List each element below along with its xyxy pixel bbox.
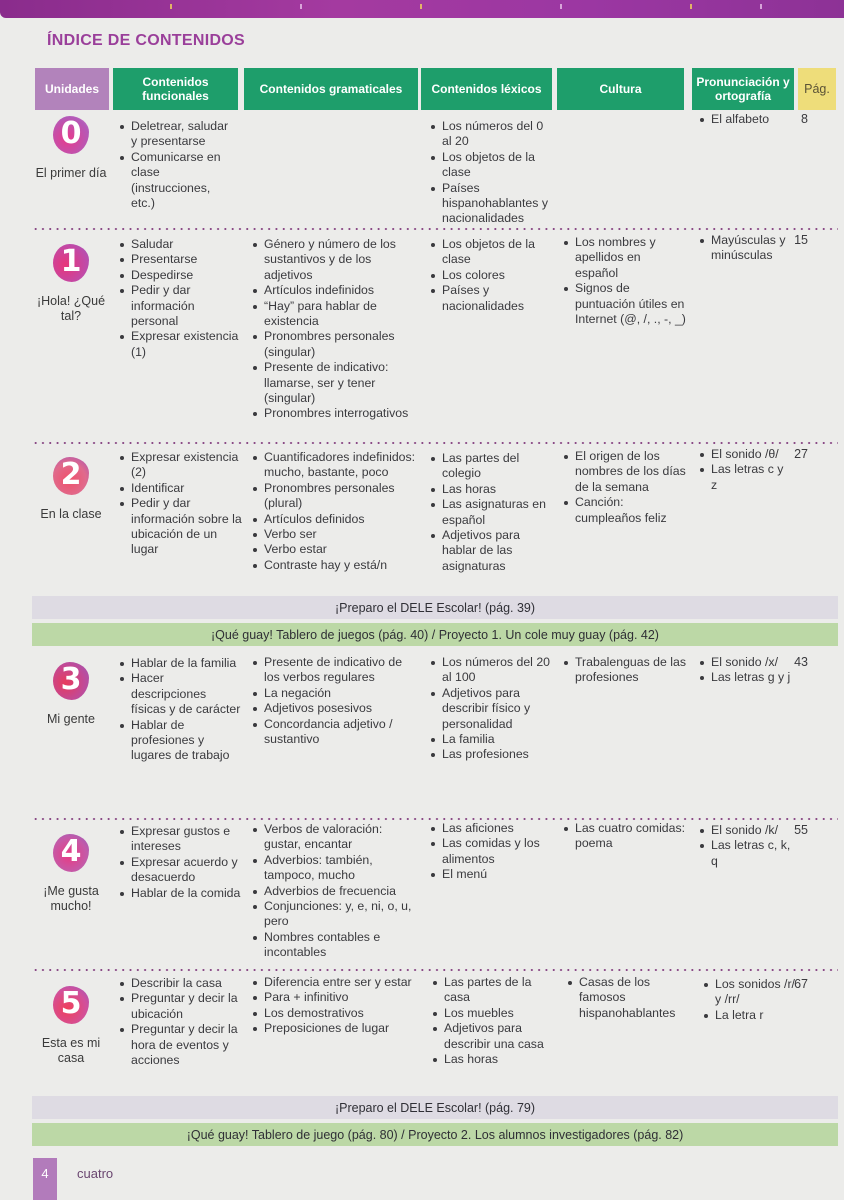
unit-2-cell	[32, 453, 110, 522]
dele-band-2: ¡Preparo el DELE Escolar! (pág. 79)	[32, 1096, 838, 1119]
unit-0-page: 8	[801, 112, 808, 126]
unit-1-grammar: Género y número de los sustantivos y de los adjetivos Artículos indefinidos “Hay” para hablar de existencia Pronombres personales (singular) Presente de indicativo: llamarse, ser y tener (singular) Pronombres interrogativos	[250, 237, 420, 422]
header-page: Pág.	[798, 68, 836, 110]
row-divider	[32, 818, 838, 820]
unit-2-badge-icon: 2	[49, 453, 93, 499]
header-functional: Contenidos funcionales	[113, 68, 238, 110]
confetti-decoration	[690, 4, 692, 9]
unit-0-functional: Deletrear, saludar y presentarse Comunicarse en clase (instrucciones, etc.)	[117, 119, 237, 211]
unit-5-grammar: Diferencia entre ser y estar Para + infinitivo Los demostrativos Preposiciones de lugar	[250, 975, 420, 1037]
unit-4-cell	[32, 830, 110, 914]
unit-2-lexical: Las partes del colegio Las horas Las asignaturas en español Adjetivos para hablar de las asignaturas	[428, 451, 553, 574]
unit-3-grammar: Presente de indicativo de los verbos regulares La negación Adjetivos posesivos Concordancia adjetivo / sustantivo	[250, 655, 420, 747]
unit-5-badge-icon: 5	[49, 982, 93, 1028]
unit-3-functional: Hablar de la familia Hacer descripciones físicas y de carácter Hablar de profesiones y lugares de trabajo	[117, 656, 242, 764]
row-divider	[32, 228, 838, 230]
unit-3-page: 43	[794, 655, 808, 669]
header-lexical: Contenidos léxicos	[421, 68, 552, 110]
header-culture: Cultura	[557, 68, 684, 110]
row-divider	[32, 442, 838, 444]
unit-2-grammar: Cuantificadores indefinidos: mucho, bastante, poco Pronombres personales (plural) Artículos definidos Verbo ser Verbo estar Contraste hay y está/n	[250, 450, 420, 573]
review-band-1: ¡Qué guay! Tablero de juegos (pág. 40) / Proyecto 1. Un cole muy guay (pág. 42)	[32, 623, 838, 646]
unit-3-pronunciation: El sonido /x/ Las letras g y j	[697, 655, 792, 686]
unit-4-pronunciation: El sonido /k/ Las letras c, k, q	[697, 823, 792, 869]
unit-4-culture: Las cuatro comidas: poema	[561, 821, 686, 852]
unit-5-pronunciation: Los sonidos /r/ y /rr/ La letra r	[701, 977, 796, 1023]
unit-5-page: 67	[794, 977, 808, 991]
unit-0-name: El primer día	[35, 166, 107, 180]
unit-1-badge-icon: 1	[49, 240, 93, 286]
unit-4-lexical: Las aficiones Las comidas y los alimentos El menú	[428, 821, 553, 883]
unit-5-functional: Describir la casa Preguntar y decir la ubicación Preguntar y decir la hora de eventos y acciones	[117, 976, 242, 1068]
unit-1-page: 15	[794, 233, 808, 247]
unit-5-lexical: Las partes de la casa Los muebles Adjetivos para describir una casa Las horas	[430, 975, 555, 1067]
header-pronunciation: Pronunciación y ortografía	[692, 68, 794, 110]
unit-2-functional: Expresar existencia (2) Identificar Pedir y dar información sobre la ubicación de un lugar	[117, 450, 242, 558]
unit-4-badge-icon: 4	[49, 830, 93, 876]
unit-1-lexical: Los objetos de la clase Los colores Países y nacionalidades	[428, 237, 553, 314]
unit-3-culture: Trabalenguas de las profesiones	[561, 655, 686, 686]
unit-0-cell	[32, 112, 110, 181]
unit-1-name: ¡Hola! ¿Qué tal?	[36, 294, 106, 323]
top-decorative-band	[0, 0, 844, 18]
unit-1-functional: Saludar Presentarse Despedirse Pedir y dar información personal Expresar existencia (1)	[117, 237, 242, 360]
unit-4-grammar: Verbos de valoración: gustar, encantar Adverbios: también, tampoco, mucho Adverbios de frecuencia Conjunciones: y, e, ni, o, u, pero Nombres contables e incontables	[250, 822, 420, 961]
unit-0-pronunciation: El alfabeto	[697, 112, 797, 127]
page-title: ÍNDICE DE CONTENIDOS	[47, 32, 246, 49]
unit-4-page: 55	[794, 823, 808, 837]
confetti-decoration	[300, 4, 302, 9]
unit-5-name: Esta es mi casa	[41, 1036, 101, 1065]
review-band-2: ¡Qué guay! Tablero de juego (pág. 80) / Proyecto 2. Los alumnos investigadores (pág. 82)	[32, 1123, 838, 1146]
dele-band-1: ¡Preparo el DELE Escolar! (pág. 39)	[32, 596, 838, 619]
row-divider	[32, 969, 838, 971]
unit-3-cell	[32, 658, 110, 727]
unit-4-functional: Expresar gustos e intereses Expresar acuerdo y desacuerdo Hablar de la comida	[117, 824, 242, 901]
unit-2-culture: El origen de los nombres de los días de la semana Canción: cumpleaños feliz	[561, 449, 686, 526]
unit-5-culture: Casas de los famosos hispanohablantes	[565, 975, 690, 1021]
confetti-decoration	[760, 4, 762, 9]
page-number-tab: 4	[33, 1158, 57, 1200]
unit-0-lexical: Los números del 0 al 20 Los objetos de la clase Países hispanohablantes y nacionalidades	[428, 119, 548, 227]
unit-3-badge-icon: 3	[49, 658, 93, 704]
unit-3-lexical: Los números del 20 al 100 Adjetivos para describir físico y personalidad La familia Las profesiones	[428, 655, 553, 763]
unit-2-name: En la clase	[40, 507, 102, 521]
unit-4-name: ¡Me gusta mucho!	[43, 884, 99, 913]
confetti-decoration	[420, 4, 422, 9]
page-number-word: cuatro	[77, 1166, 114, 1181]
unit-2-pronunciation: El sonido /θ/ Las letras c y z	[697, 447, 792, 493]
unit-5-cell	[32, 982, 110, 1066]
unit-1-cell	[32, 240, 110, 324]
unit-3-name: Mi gente	[47, 712, 95, 726]
unit-1-pronunciation: Mayúsculas y minúsculas	[697, 233, 792, 264]
header-grammar: Contenidos gramaticales	[244, 68, 418, 110]
confetti-decoration	[170, 4, 172, 9]
unit-1-culture: Los nombres y apellidos en español Signos de puntuación útiles en Internet (@, /, ., -, _)	[561, 235, 686, 327]
unit-2-page: 27	[794, 447, 808, 461]
unit-0-badge-icon: 0	[49, 112, 93, 158]
confetti-decoration	[560, 4, 562, 9]
header-units: Unidades	[35, 68, 109, 110]
